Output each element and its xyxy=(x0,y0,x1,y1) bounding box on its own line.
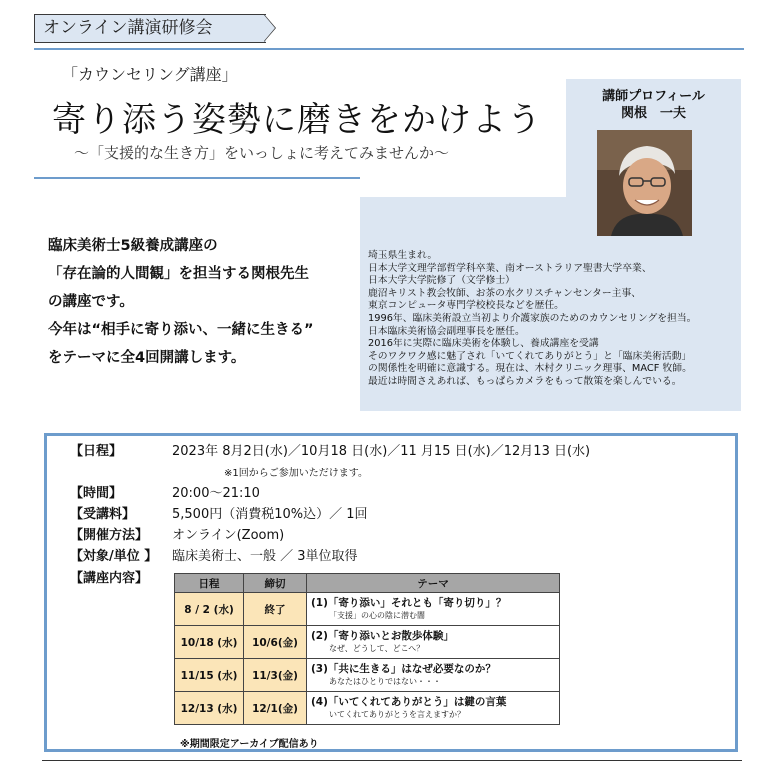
table-row xyxy=(175,626,560,659)
fee-value: 5,500円（消費税10%込）／ 1回 xyxy=(172,507,368,522)
theme-title: (3)「共に生きる」はなぜ必要なのか？ xyxy=(311,663,496,675)
session-deadline: 終了 xyxy=(244,593,307,626)
session-date: 8 / 2 (水) xyxy=(175,593,244,626)
session-date: 11/15 (水) xyxy=(175,659,244,692)
bio-line: の関係性を明確に意識する。現在は、木村クリニック理事、MACF 牧師。 xyxy=(368,363,692,375)
page-subtitle: 〜「支援的な生き方」をいっしょに考えてみませんか〜 xyxy=(74,144,450,162)
intro-line: 「存在論的人間観」を担当する関根先生 xyxy=(48,266,309,282)
session-date: 10/18 (水) xyxy=(175,626,244,659)
instructor-bio xyxy=(368,250,738,389)
event-type-tag: オンライン講演研修会 xyxy=(34,14,266,43)
theme-title: (4)「いてくれてありがとう」は鍵の言葉 xyxy=(311,696,507,708)
archive-note: ※期間限定アーカイブ配信あり xyxy=(180,739,319,750)
bio-line: 最近は時間さえあれば、もっぱらカメラをもって散策を楽しんでいる。 xyxy=(368,375,682,387)
table-row xyxy=(175,692,560,725)
theme-subtitle: あなたはひとりではない・・・ xyxy=(329,677,441,686)
theme-subtitle: 「支援」の心の陰に潜む闇 xyxy=(329,611,425,620)
bio-line: そのワクワク感に魅了され「いてくれてありがとう」と「臨床美術活動」 xyxy=(368,350,692,362)
bio-line: 日本大学文理学部哲学科卒業、南オーストラリア聖書大学卒業、 xyxy=(368,262,652,274)
bio-line: 1996年、臨床美術設立当初より介護家族のためのカウンセリングを担当。 xyxy=(368,312,697,324)
session-deadline: 10/6(金) xyxy=(244,626,307,659)
course-label: 「カウンセリング講座」 xyxy=(62,65,238,84)
instructor-name: 関根 一夫 xyxy=(620,106,686,121)
bio-line: 日本臨床美術協会副理事長を歴任。 xyxy=(368,325,525,337)
bio-line: 東京コンピュータ専門学校校長などを歴任。 xyxy=(368,300,564,312)
table-header-row xyxy=(175,574,560,593)
session-theme xyxy=(307,692,560,725)
session-theme xyxy=(307,593,560,626)
time-value: 20:00〜21:10 xyxy=(172,486,260,501)
session-deadline: 12/1(金) xyxy=(244,692,307,725)
method-value: オンライン(Zoom) xyxy=(172,528,285,543)
col-header-theme: テーマ xyxy=(307,574,560,593)
target-value: 臨床美術士、一般 ／ 3単位取得 xyxy=(172,549,358,564)
session-theme xyxy=(307,626,560,659)
page-title: 寄り添う姿勢に磨きをかけよう xyxy=(52,100,542,140)
dates-note: ※1回からご参加いただけます。 xyxy=(224,468,368,479)
col-header-deadline: 締切 xyxy=(244,574,307,593)
theme-title: (1)「寄り添い」それとも「寄り切り」？ xyxy=(311,597,507,609)
intro-line: 臨床美術士5級養成講座の xyxy=(48,238,218,254)
session-theme xyxy=(307,659,560,692)
bio-line: 埼玉県生まれ。 xyxy=(368,250,438,261)
intro-line: の講座です。 xyxy=(48,294,134,310)
content-label: 【講座内容】 xyxy=(70,571,149,586)
profile-heading xyxy=(566,88,741,122)
title-divider xyxy=(34,177,360,179)
tag-arrow-fill xyxy=(264,15,275,41)
fee-label: 【受講料】 xyxy=(70,507,136,522)
bio-line: 鹿沼キリスト教会牧師、お茶の水クリスチャンセンター主事、 xyxy=(368,287,642,299)
intro-line: 今年は“相手に寄り添い、一緒に生きる” xyxy=(48,322,314,338)
session-deadline: 11/3(金) xyxy=(244,659,307,692)
table-row xyxy=(175,659,560,692)
profile-heading-label: 講師プロフィール xyxy=(602,89,705,104)
header-divider xyxy=(34,48,744,50)
dates-value: 2023年 8月2日(水)／10月18 日(水)／11 月15 日(水)／12月13 日(水) xyxy=(172,444,591,459)
table-row xyxy=(175,593,560,626)
bottom-divider xyxy=(42,760,742,761)
course-intro xyxy=(48,232,314,372)
time-label: 【時間】 xyxy=(70,486,123,501)
session-date: 12/13 (水) xyxy=(175,692,244,725)
session-table xyxy=(174,573,560,725)
theme-subtitle: なぜ、どうして、どこへ？ xyxy=(329,644,425,653)
instructor-photo xyxy=(597,130,692,236)
intro-line: をテーマに全4回開講します。 xyxy=(48,350,246,366)
bio-line: 2016年に実際に臨床美術を体験し、養成講座を受講 xyxy=(368,338,599,350)
theme-subtitle: いてくれてありがとうを言えますか？ xyxy=(329,710,465,719)
target-label: 【対象/単位 】 xyxy=(70,549,158,564)
bio-line: 日本大学大学院修了（文学修士） xyxy=(368,275,515,287)
col-header-date: 日程 xyxy=(175,574,244,593)
dates-label: 【日程】 xyxy=(70,444,123,459)
method-label: 【開催方法】 xyxy=(70,528,149,543)
theme-title: (2)「寄り添いとお散歩体験」 xyxy=(311,630,454,642)
